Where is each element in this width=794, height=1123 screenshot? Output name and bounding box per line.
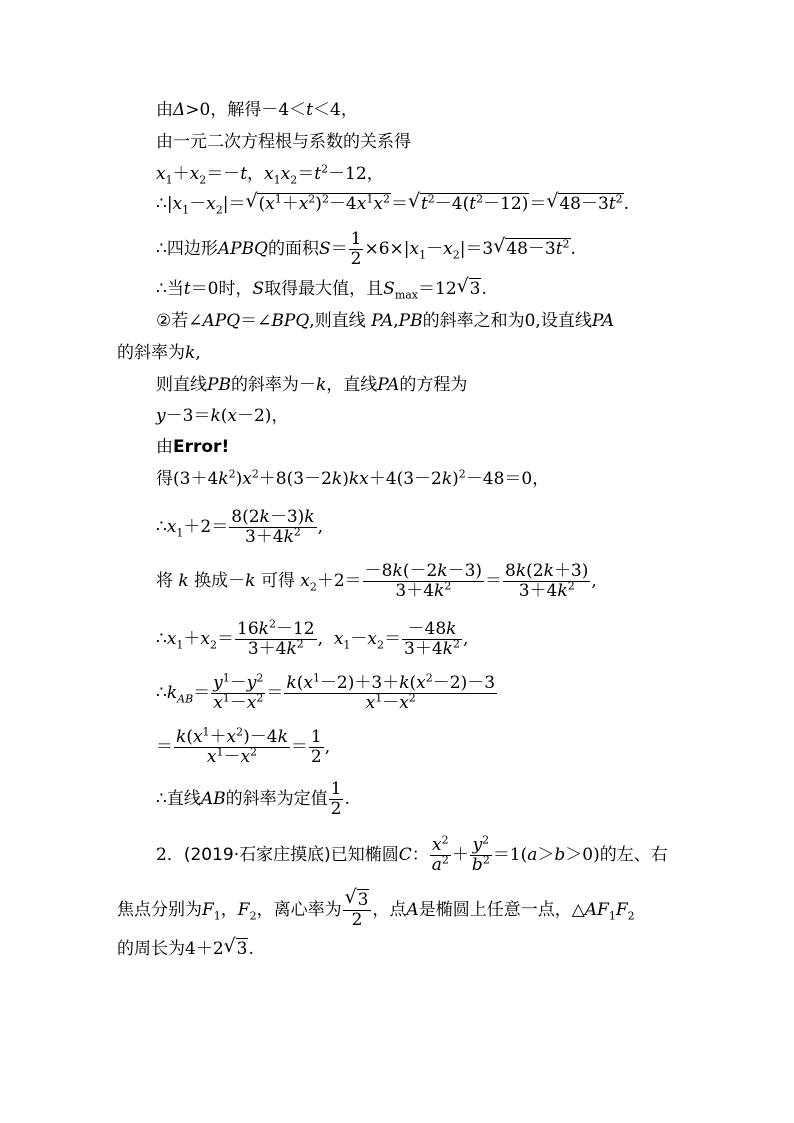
line-10: y－3＝k(x－2)， [156, 406, 289, 426]
line-16: $\therefore k_{AB}=$ $\frac{y^1-y^2}{x^1-x^2}$ ＝ $\frac{k(x^1-2)+3+k(x^2-2)-3}{x^1-x^2}$ [156, 671, 496, 713]
line-19: 2．(2019·石家庄摸底)已知椭圆C： $\frac{x^2}{a^2}$ ＋ $\frac{y^2}{b^2}$ ＝1(a＞b＞0)的左、右 [156, 833, 668, 875]
line-7: ②若∠APQ＝∠BPQ,则直线 PA,PB的斜率之和为0,设直线PA [156, 311, 614, 331]
line-13: $\therefore x_1+2=$ $\frac{8(2k-3)k}{3+4k^2}$ , [156, 507, 323, 547]
line-15: $\therefore x_1+x_2=$ $\frac{16k^2-12}{3+4k^2}$ , $x_1-x_2=$ $\frac{-48k}{3+4k^2}$ , [156, 617, 469, 659]
line-17: ＝ $\frac{k(x^1+x^2)-4k}{x^1-x^2}$ ＝ $\frac{1}{2}$ , [156, 725, 331, 767]
line-18: ∴直线AB的斜率为定值 $\frac{1}{2}$ . [156, 779, 350, 819]
line-21: 的周长为4＋2√ 3. [117, 938, 254, 960]
line-14: 将 k 换成－k 可得 $x_2+2=$ $\frac{-8k(-2k-3)}{3+4k^2}$ ＝ $\frac{8k(2k+3)}{3+4k^2}$ , [156, 561, 597, 601]
line-5: ∴四边形APBQ的面积S＝ $\frac{1}{2}$ $\times 6\times|x_1-x_2|=3√$ $48-3t^2$. [156, 230, 576, 269]
line-20: 焦点分别为$F_1$，$F_2$，离心率为 √ $\frac{3}{2}$ ，点A是椭圆上任意一点，$\triangle AF_1F_2$ [117, 891, 635, 930]
line-11: 由Error! [156, 437, 230, 457]
line-8: 的斜率为k, [117, 343, 201, 363]
line-4: $\therefore|x_1-x_2|=√$ $(x^1+x^2)^2-4x^1x^2=√$ $t^2-4(t^2-12)=√$ $48-3t^2$. [156, 193, 629, 215]
line-2: 由一元二次方程根与系数的关系得 [156, 132, 411, 152]
line-1: 由Δ>0，解得－4＜t＜4， [156, 100, 358, 120]
line-12: 得$(3+4k^2)x^2+8(3-2k)kx+4(3-2k)^2-48=0$， [156, 467, 550, 489]
line-9: 则直线PB的斜率为－k，直线PA的方程为 [156, 375, 468, 395]
line-6: ∴当t＝0时，S取得最大值，且$S_{max}=12√$ 3. [156, 278, 487, 300]
line-3: $x_1+x_2=-t$，$x_1x_2=t^2-12$， [156, 162, 384, 187]
